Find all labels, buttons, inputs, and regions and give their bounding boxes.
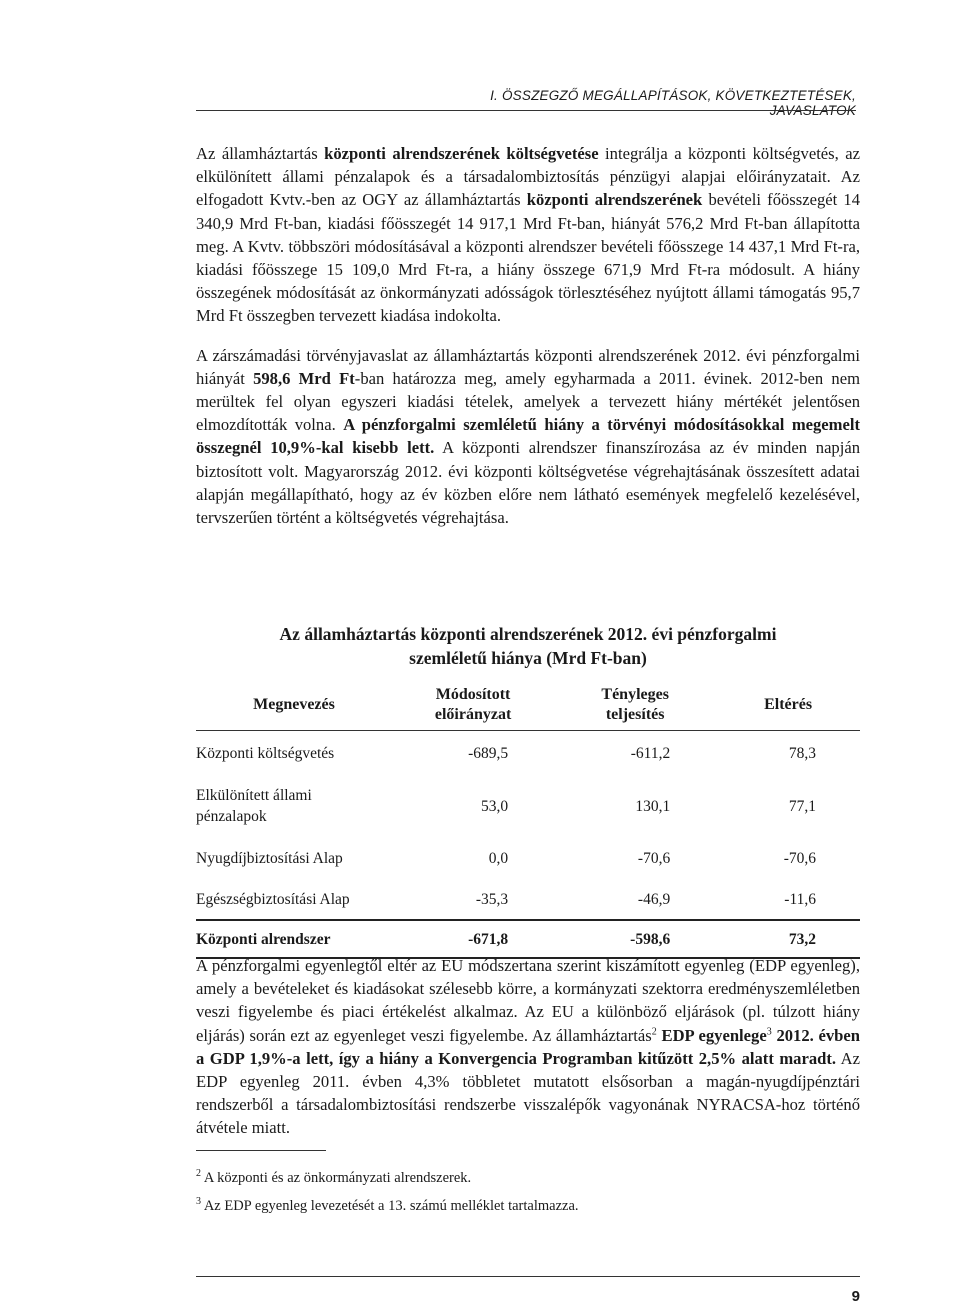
paragraph-3: [196, 954, 860, 1140]
text: integrálja a központi költségvetés, az elkülönített állami pénzalapok és a társadalombiztosítás pénzügyi alapjai előirányzatait. Az elfogadott Kvtv.-ben az OGY az államháztartás: [196, 144, 860, 210]
header-name: Megnevezés: [253, 696, 335, 713]
running-header: I. ÖSSZEGZŐ MEGÁLLAPÍTÁSOK, KÖVETKEZTETÉSEK, JAVASLATOK: [490, 88, 856, 118]
footnote-rule: [196, 1150, 326, 1151]
table-title: [196, 622, 860, 670]
header-col3: Eltérés: [764, 696, 813, 713]
text: A zárszámadási törvényjavaslat az államháztartás központi alrendszerének 2012. évi pénzforgalmi hiányát: [196, 345, 860, 388]
footnote-ref: 2: [651, 1026, 657, 1038]
table-header-row: [196, 680, 860, 731]
bold-text: központi alrendszerének: [526, 190, 703, 210]
bold-text: központi alrendszerének költségvetése: [324, 144, 599, 163]
footnotes: [196, 1168, 860, 1224]
bold-text: EDP egyenlege: [661, 1025, 767, 1045]
header-col2: Tényleges teljesítés: [601, 686, 669, 723]
bold-text: 598,6 Mrd Ft: [253, 368, 355, 388]
table-row: Nyugdíjbiztosítási Alap 0,0 -70,6 -70,6: [196, 849, 816, 867]
paragraph-1: [196, 142, 860, 328]
bold-text: A pénzforgalmi szemléletű hiány a törvényi módosításokkal megemelt összegnél 10,9%-kal kisebb lett.: [196, 415, 860, 458]
text: A központi alrendszer finanszírozása az év minden napján biztosított volt. Magyarország 2012. évi központi költségvetése végrehajtásának összesített adatai alapján megállapítható, hogy az év közben előre nem látható események megfelelő kezelésével, tervszerűen történt a költségvetés végrehajtása.: [196, 438, 860, 528]
header-rule: [196, 110, 856, 111]
table-total-row: Központi alrendszer -671,8 -598,6 73,2: [196, 920, 860, 958]
table-row: Elkülönített állami pénzalapok 53,0 130,1 77,1: [196, 787, 816, 825]
bold-text: 2012. évben a GDP 1,9%-a lett, így a hiány a Konvergencia Programban kitűzött 2,5% alatt maradt.: [196, 1025, 860, 1068]
text: -ban határozza meg, amely egyharmada a 2011. évinek. 2012-ben nem merültek fel olyan egyszeri kiadási tételek, amelyek a tervezett hiány mértékét jelentősen elmozdították volna.: [196, 368, 860, 435]
text: A pénzforgalmi egyenlegtől eltér az EU módszertana szerint kiszámított egyenleg (EDP egyenleg), amely a bevételeket és kiadásokat szélesebb körre, a kormányzati szektorra eredményszemléletben veszi figyelembe és piaci értékelést alkalmaz. Az EU a különböző eljárások (pl. túlzott hiány eljárás) során ezt az egyenleget veszi figyelembe. Az államháztartás: [196, 956, 860, 1045]
footnote-ref: 3: [766, 1026, 772, 1038]
footnote: $^2$ A központi és az önkormányzati alrendszerek.: [196, 1168, 472, 1186]
table-title-line: Az államháztartás központi alrendszerének 2012. évi pénzforgalmi: [279, 624, 777, 644]
text: Az államháztartás: [196, 144, 325, 163]
text: bevételi főösszegét 14 340,9 Mrd Ft-ban, kiadási főösszegét 14 917,1 Mrd Ft-ban, hiányát 576,2 Mrd Ft-ban állapította meg. A Kvtv. többszöri módosításával a központi alrendszer bevételi főösszege 14 437,1 Mrd Ft-ra, kiadási főösszege 15 109,0 Mrd Ft-ra, a hiány összege 671,9 Mrd Ft-ra módosult. A hiány összegének módosítását az önkormányzati adósságok törlesztéséhez nyújtott állami támogatás 95,7 Mrd Ft összegben tervezett kiadása indokolta.: [196, 190, 860, 326]
footnote: $^3$ Az EDP egyenleg levezetését a 13. számú melléklet tartalmazza.: [196, 1196, 579, 1214]
header-col1: Módosított előirányzat: [434, 686, 512, 723]
table-row: Központi költségvetés -689,5 -611,2 78,3: [196, 744, 816, 762]
deficit-table: [196, 680, 860, 959]
paragraph-2: [196, 344, 860, 530]
page-number: 9: [851, 1288, 860, 1305]
body-text: [196, 142, 860, 529]
table-title-line: szemléletű hiánya (Mrd Ft-ban): [409, 648, 647, 668]
table-row: Egészségbiztosítási Alap -35,3 -46,9 -11,6: [196, 890, 816, 908]
text: Az EDP egyenleg 2011. évben 4,3% többletet mutatott elsősorban a magán-nyugdíjpénztári rendszerből a társadalombiztosítási rendszerbe visszalépők vagyonának NYRACSA-hoz történő átvétele miatt.: [196, 1048, 860, 1138]
footer-rule: [196, 1276, 860, 1277]
